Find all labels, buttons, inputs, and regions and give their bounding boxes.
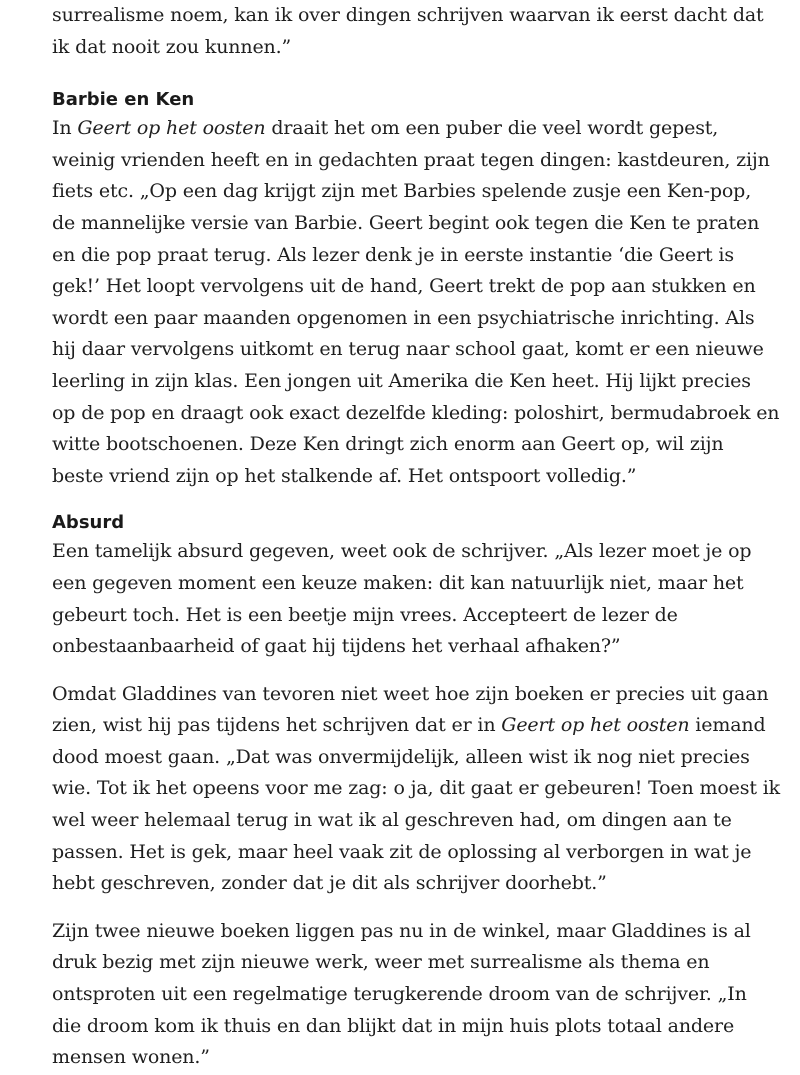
article-body xyxy=(52,0,780,1074)
paragraph-text: iemand dood moest gaan. „Dat was onvermijdelijk, alleen wist ik nog niet precies wie. Tot ik het opeens voor me zag: o ja, dit gaat er gebeuren! Toen moest ik wel weer helemaal terug in wat ik al geschreven had, om dingen aan te passen. Het is gek, maar heel vaak zit de oplossing al verborgen in wat je hebt geschreven, zonder dat je dit als schrijver doorhebt.” xyxy=(52,714,781,895)
paragraph-absurd-2 xyxy=(52,679,780,900)
paragraph-barbie-en-ken xyxy=(52,113,780,492)
paragraph-text: In xyxy=(52,117,78,140)
paragraph-text: Omdat Gladdines van tevoren niet weet hoe zijn boeken er precies uit gaan zien, wist hij pas tijdens het schrijven dat er in xyxy=(52,682,769,737)
subheading-absurd: Absurd xyxy=(52,512,125,534)
intro-paragraph-tail: surrealisme noem, kan ik over dingen schrijven waarvan ik eerst dacht dat ik dat nooit zou kunnen.” xyxy=(52,4,764,58)
paragraph-text: draait het om een puber die veel wordt gepest, weinig vrienden heeft en in gedachten praat tegen dingen: kastdeuren, zijn fiets etc. „Op een dag krijgt zijn met Barbies spelende zusje een Ken-pop, de mannelijke versie van Barbie. Geert begint ook tegen die Ken te praten en die pop praat terug. Als lezer denk je in eerste instantie ‘die Geert is gek!’ Het loopt vervolgens uit de hand, Geert trekt de pop aan stukken en wordt een paar maanden opgenomen in een psychiatrische inrichting. Als hij daar vervolgens uitkomt en terug naar school gaat, komt er een nieuwe leerling in zijn klas. Een jongen uit Amerika die Ken heet. Hij lijkt precies op de pop en draagt ook exact dezelfde kleding: poloshirt, bermudabroek en witte bootschoenen. Deze Ken dringt zich enorm aan Geert op, wil zijn beste vriend zijn op het stalkende af. Het ontspoort volledig.” xyxy=(52,117,780,487)
book-title-geert-op-het-oosten: Geert op het oosten xyxy=(501,714,690,737)
book-title-geert-op-het-oosten: Geert op het oosten xyxy=(77,117,266,140)
paragraph-absurd-1: Een tamelijk absurd gegeven, weet ook de schrijver. „Als lezer moet je op een gegeven moment een keuze maken: dit kan natuurlijk niet, maar het gebeurt toch. Het is een beetje mijn vrees. Accepteert de lezer de onbestaanbaarheid of gaat hij tijdens het verhaal afhaken?” xyxy=(52,540,752,658)
paragraph-absurd-3: Zijn twee nieuwe boeken liggen pas nu in de winkel, maar Gladdines is al druk bezig met zijn nieuwe werk, weer met surrealisme als thema en ontsproten uit een regelmatige terugkerende droom van de schrijver. „In die droom kom ik thuis en dan blijkt dat in mijn huis plots totaal andere mensen wonen.” xyxy=(52,919,751,1069)
subheading-barbie-en-ken: Barbie en Ken xyxy=(52,89,195,111)
